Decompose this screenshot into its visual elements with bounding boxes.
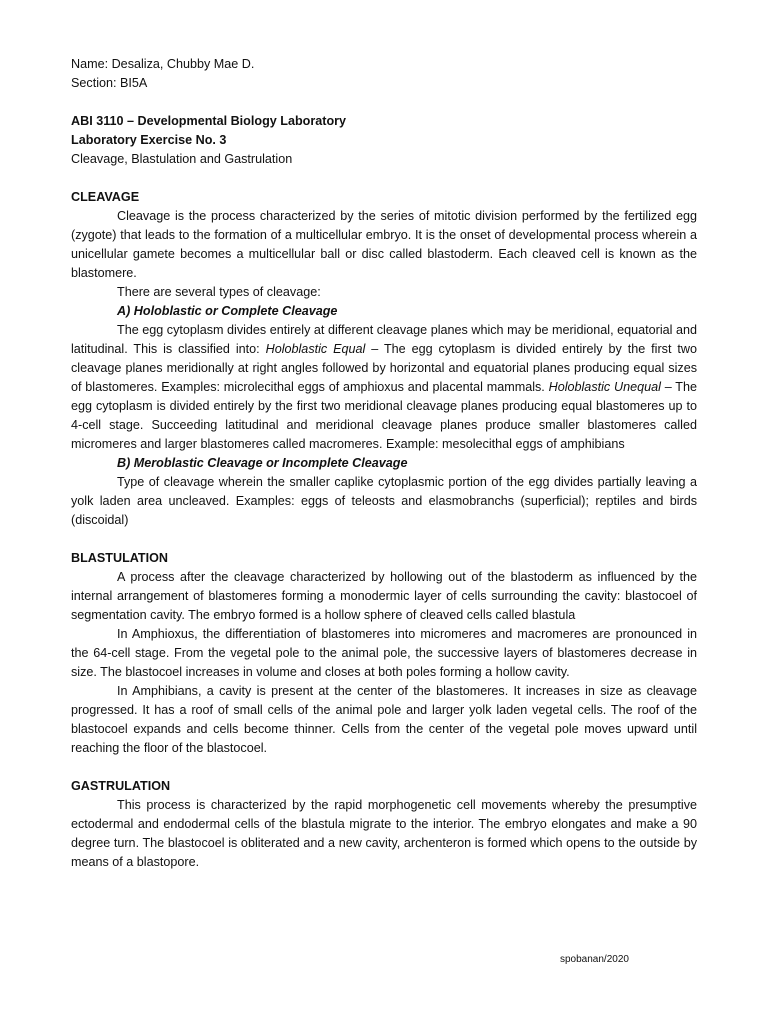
cleavage-paragraph: Cleavage is the process characterized by the series of mitotic division performed by the fertilized egg (zygote) that leads to the formation of a multicellular embryo. It is the onset of developmental process wherein a unicellular gamete becomes a multicellular ball or disc called blastoderm. Each cleaved cell is known as the blastomere. — [71, 209, 697, 280]
document-page — [71, 55, 697, 872]
blastulation-heading: BLASTULATION — [71, 551, 169, 565]
exercise-title: Laboratory Exercise No. 3 — [71, 133, 227, 147]
blastulation-paragraph-2: In Amphioxus, the differentiation of blastomeres into micromeres and macromeres are pronounced in the 64-cell stage. From the vegetal pole to the animal pole, the successive layers of blastomeres decrease in size. The blastocoel increases in volume and closes at both poles forming a hollow cavity. — [71, 627, 697, 679]
gastrulation-heading: GASTRULATION — [71, 779, 171, 793]
holoblastic-text-2: – The egg cytoplasm is divided entirely by the first two cleavage planes meridionally at right angles followed by horizontal and equatorial planes producing equal sizes of blastomeres. Examples: microlecithal eggs of amphioxus and placental mammals. — [71, 342, 697, 394]
exercise-topic: Cleavage, Blastulation and Gastrulation — [71, 152, 293, 166]
holoblastic-text-1: The egg cytoplasm divides entirely at different cleavage planes which may be meridional, equatorial and latitudinal. This is classified into: — [71, 323, 697, 356]
holoblastic-heading: A) Holoblastic or Complete Cleavage — [117, 304, 338, 318]
cleavage-types-intro: There are several types of cleavage: — [117, 285, 321, 299]
blastulation-paragraph-3: In Amphibians, a cavity is present at the center of the blastomeres. It increases in size as cleavage progressed. It has a roof of small cells of the animal pole and larger yolk laden vegetal cells. The roof of the blastocoel expands and cells become thinner. Cells from the center of the vegetal pole moves upward until reaching the floor of the blastocoel. — [71, 684, 697, 755]
holoblastic-unequal-term: Holoblastic Unequal — [548, 380, 661, 394]
gastrulation-paragraph: This process is characterized by the rapid morphogenetic cell movements whereby the presumptive ectodermal and endodermal cells of the blastula migrate to the interior. The embryo elongates and make a 90 degree turn. The blastocoel is obliterated and a new cavity, archenteron is formed which opens to the outside by means of a blastopore. — [71, 798, 697, 869]
cleavage-heading: CLEAVAGE — [71, 190, 140, 204]
student-name: Name: Desaliza, Chubby Mae D. — [71, 57, 255, 71]
student-section: Section: BI5A — [71, 76, 148, 90]
holoblastic-equal-term: Holoblastic Equal — [265, 342, 366, 356]
meroblastic-heading: B) Meroblastic Cleavage or Incomplete Cleavage — [117, 456, 408, 470]
holoblastic-text-3: – The egg cytoplasm is divided entirely by the first two meridional cleavage planes producing equal blastomeres up to 4-cell stage. Succeeding latitudinal and meridional cleavage planes produce smaller blastomeres called micromeres and larger blastomeres called macromeres. Example: mesolecithal eggs of amphibians — [71, 380, 698, 451]
meroblastic-paragraph: Type of cleavage wherein the smaller caplike cytoplasmic portion of the egg divides partially leaving a yolk laden area uncleaved. Examples: eggs of teleosts and elasmobranchs (superficial); reptiles and birds (discoidal) — [71, 475, 697, 527]
course-title: ABI 3110 – Developmental Biology Laboratory — [71, 114, 347, 128]
blastulation-paragraph-1: A process after the cleavage characterized by hollowing out of the blastoderm as influenced by the internal arrangement of blastomeres forming a monodermic layer of cells surrounding the cavity: blastocoel of segmentation cavity. The embryo formed is a hollow sphere of cleaved cells called blastula — [71, 570, 697, 622]
holoblastic-paragraph — [71, 321, 697, 454]
footer-credit: spobanan/2020 — [560, 954, 629, 965]
